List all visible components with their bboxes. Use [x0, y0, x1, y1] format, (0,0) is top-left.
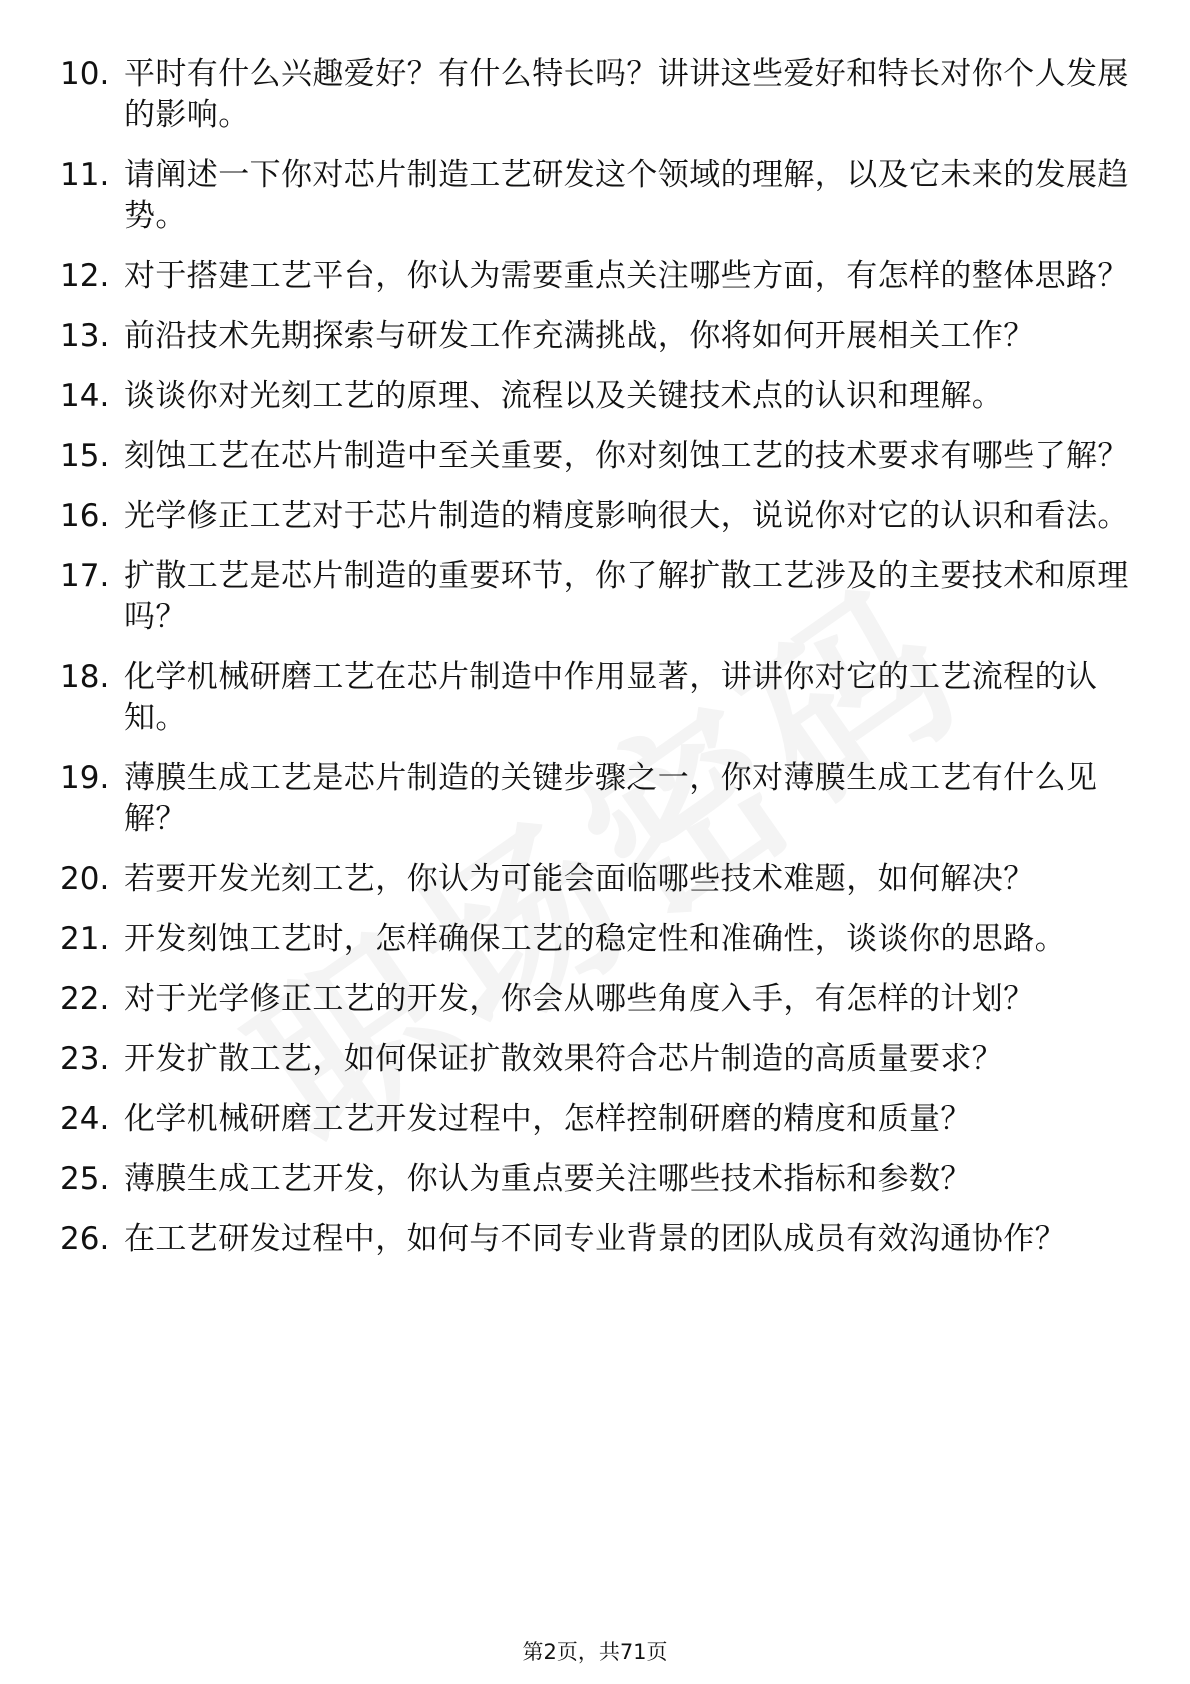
question-item: [60, 657, 1130, 739]
question-number: 17.: [60, 558, 110, 594]
question-item: [60, 919, 1130, 960]
question-item: [60, 155, 1130, 237]
question-item: [60, 1039, 1130, 1080]
question-list: [60, 54, 1130, 1260]
question-number: 19.: [60, 760, 110, 796]
question-text: 在工艺研发过程中，如何与不同专业背景的团队成员有效沟通协作？: [124, 1221, 1066, 1257]
question-item: [60, 859, 1130, 900]
question-number: 11.: [60, 157, 110, 193]
question-text: 化学机械研磨工艺开发过程中，怎样控制研磨的精度和质量？: [124, 1101, 972, 1137]
question-item: [60, 316, 1130, 357]
question-number: 22.: [60, 981, 110, 1017]
question-item: [60, 1099, 1130, 1140]
question-item: [60, 376, 1130, 417]
question-text: 谈谈你对光刻工艺的原理、流程以及关键技术点的认识和理解。: [124, 378, 1004, 414]
question-text: 光学修正工艺对于芯片制造的精度影响很大，说说你对它的认识和看法。: [124, 498, 1129, 534]
question-number: 14.: [60, 378, 110, 414]
question-item: [60, 496, 1130, 537]
question-text: 开发扩散工艺，如何保证扩散效果符合芯片制造的高质量要求？: [124, 1041, 1004, 1077]
question-item: [60, 436, 1130, 477]
question-text: 开发刻蚀工艺时，怎样确保工艺的稳定性和准确性，谈谈你的思路。: [124, 921, 1066, 957]
question-number: 20.: [60, 861, 110, 897]
question-item: [60, 54, 1130, 136]
question-item: [60, 1219, 1130, 1260]
question-text: 对于光学修正工艺的开发，你会从哪些角度入手，有怎样的计划？: [124, 981, 1035, 1017]
question-text: 扩散工艺是芯片制造的重要环节，你了解扩散工艺涉及的主要技术和原理吗？: [124, 558, 1129, 635]
question-number: 16.: [60, 498, 110, 534]
question-item: [60, 758, 1130, 840]
question-number: 15.: [60, 438, 110, 474]
question-text: 薄膜生成工艺是芯片制造的关键步骤之一，你对薄膜生成工艺有什么见解？: [124, 760, 1098, 837]
question-number: 10.: [60, 56, 110, 92]
question-text: 平时有什么兴趣爱好？有什么特长吗？讲讲这些爱好和特长对你个人发展的影响。: [124, 56, 1129, 133]
question-text: 薄膜生成工艺开发，你认为重点要关注哪些技术指标和参数？: [124, 1161, 972, 1197]
question-text: 对于搭建工艺平台，你认为需要重点关注哪些方面，有怎样的整体思路？: [124, 258, 1129, 294]
question-text: 若要开发光刻工艺，你认为可能会面临哪些技术难题，如何解决？: [124, 861, 1035, 897]
question-number: 24.: [60, 1101, 110, 1137]
question-item: [60, 979, 1130, 1020]
question-item: [60, 256, 1130, 297]
question-text: 请阐述一下你对芯片制造工艺研发这个领域的理解，以及它未来的发展趋势。: [124, 157, 1129, 234]
question-number: 18.: [60, 659, 110, 695]
question-number: 25.: [60, 1161, 110, 1197]
question-number: 21.: [60, 921, 110, 957]
question-text: 化学机械研磨工艺在芯片制造中作用显著，讲讲你对它的工艺流程的认知。: [124, 659, 1098, 736]
question-text: 前沿技术先期探索与研发工作充满挑战，你将如何开展相关工作？: [124, 318, 1035, 354]
question-number: 26.: [60, 1221, 110, 1257]
question-item: [60, 1159, 1130, 1200]
question-number: 12.: [60, 258, 110, 294]
question-item: [60, 556, 1130, 638]
question-number: 13.: [60, 318, 110, 354]
page-footer: 第2页，共71页: [522, 1640, 668, 1664]
question-number: 23.: [60, 1041, 110, 1077]
question-text: 刻蚀工艺在芯片制造中至关重要，你对刻蚀工艺的技术要求有哪些了解？: [124, 438, 1129, 474]
